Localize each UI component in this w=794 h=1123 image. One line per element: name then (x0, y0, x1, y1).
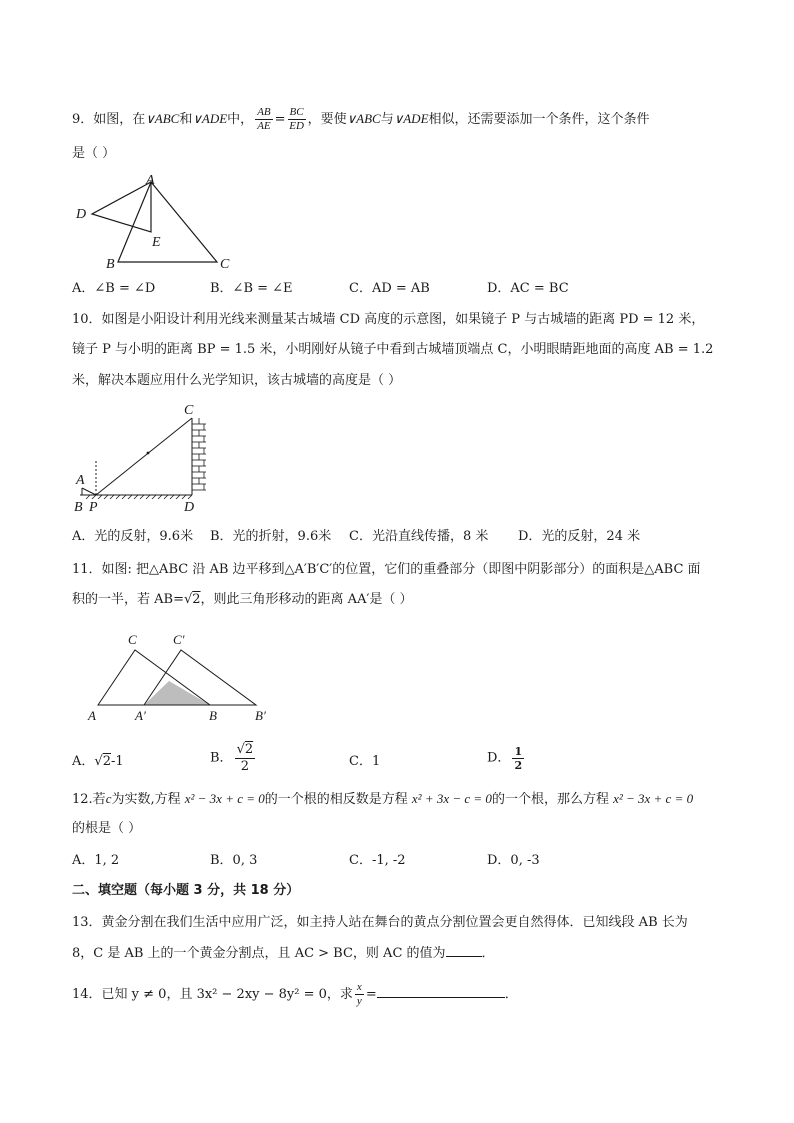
q10-line3: 米，解决本题应用什么光学知识，该古城墙的高度是（ ） (72, 373, 402, 388)
q12-text-d: 的一个根，那么方程 (491, 792, 614, 807)
q10-label-d: D (184, 500, 195, 515)
q9-text-mid: 中， (227, 112, 254, 127)
q14-answer-blank[interactable] (377, 985, 505, 998)
q9-fraction-bc-ed (288, 106, 306, 133)
q11-shaded-overlap (144, 681, 210, 705)
q11-label-a: A (88, 708, 96, 723)
q10-label-c: C (184, 403, 194, 418)
q9-triangle-ade-2: ∨ADE (393, 111, 429, 126)
q10-wall-bricks (192, 418, 206, 490)
q9-frac2-denominator: ED (289, 120, 304, 132)
q11-option-c: C．1 (349, 754, 381, 769)
q14-equals: = (365, 987, 377, 1002)
q10-ground-hatching (86, 495, 192, 499)
q9-label-e: E (152, 235, 161, 250)
q10-light-ray-to-c (96, 418, 192, 495)
q9-label-d: D (76, 207, 87, 222)
q11-label-b: B (209, 708, 217, 723)
q9-triangle-ade: ∨ADE (192, 111, 228, 126)
q14-frac-numerator: x (356, 981, 362, 993)
q12-text-b: 为实数,方程 (111, 792, 185, 807)
q9-triangle-ade-shape (92, 182, 151, 232)
q9-text-and: 和 (179, 112, 193, 127)
q13-line2 (72, 944, 495, 964)
q9-line2: 是（ ） (72, 146, 116, 161)
q12-option-c: C．-1, -2 (349, 853, 406, 868)
q10-option-a: A．光的反射，9.6米 (72, 529, 194, 544)
q11-option-b-fraction (235, 742, 256, 775)
q9-frac1-numerator: AB (257, 106, 271, 118)
q11-label-b-prime: B′ (255, 708, 266, 723)
q10-line2: 镜子 P 与小明的距离 BP = 1.5 米，小明刚好从镜子中看到古城墙顶端点 C，小明眼睛距地面的高度 AB = 1.2 (72, 342, 714, 357)
q9-text-prefix: 9．如图，在 (72, 112, 146, 127)
q9-frac1-denominator: AE (257, 120, 271, 132)
q10-light-ray-to-a (82, 488, 96, 495)
q12-text-c: 的一个根的相反数是方程 (264, 792, 412, 807)
q9-text2: ，要使 (307, 112, 347, 127)
q9-fraction-ab-ae (255, 106, 272, 133)
q11-option-d-numerator: 1 (514, 745, 523, 758)
q11-sqrt-radicand: 2 (192, 592, 201, 607)
q12-option-b: B．0, 3 (210, 853, 258, 868)
q11-sqrt: √2 (183, 592, 201, 607)
q11-option-b (210, 742, 257, 775)
q11-option-d-denominator: 2 (514, 759, 523, 772)
q11-option-a-sqrt: √2 (94, 754, 111, 769)
q11-option-a-radicand: 2 (102, 754, 111, 769)
q12-option-d: D．0, -3 (487, 853, 540, 868)
q11-option-d (487, 745, 526, 772)
q11-line1: 11．如图: 把△ABC 沿 AB 边平移到△A′B′C′的位置，它们的重叠部分（即图中阴影部分）的面积是△ABC 面 (72, 562, 701, 577)
q9-option-a: A．∠B = ∠D (72, 281, 156, 296)
q9-figure (70, 170, 240, 270)
q9-triangle-abc-2: ∨ABC (346, 111, 381, 126)
q9-option-b: B．∠B = ∠E (210, 281, 293, 296)
q14-text-pre: 14．已知 y ≠ 0，且 3x² − 2xy − 8y² = 0，求 (72, 987, 353, 1002)
q11-option-b-radicand: 2 (244, 742, 254, 757)
q13-answer-blank[interactable] (446, 944, 482, 957)
section-title-fill-in: 二、填空题（每小题 3 分，共 18 分） (72, 883, 300, 898)
q12-equation-2: x² + 3x − c = 0 (411, 791, 492, 806)
q11-option-b-prefix: B． (210, 750, 233, 766)
q9-equals: = (274, 112, 286, 127)
q12-line1 (72, 789, 693, 810)
q10-option-b: B．光的折射，9.6米 (210, 529, 332, 544)
q12-equation-3: x² − 3x + c = 0 (613, 791, 694, 806)
q13-line2-post: ． (481, 946, 495, 961)
q11-label-c-prime: C′ (173, 632, 185, 647)
q9-label-b: B (106, 257, 115, 270)
q14-line (72, 981, 518, 1008)
q9-frac2-numerator: BC (289, 106, 304, 118)
q12-option-a: A．1, 2 (72, 853, 120, 868)
q9-line1 (72, 106, 650, 133)
q11-option-b-denominator: 2 (240, 759, 249, 774)
q9-text-with: 与 (380, 112, 394, 127)
q9-option-c: C．AD = AB (349, 281, 430, 296)
q10-figure (70, 400, 220, 515)
q12-text-a: 12.若 (72, 792, 106, 807)
q11-option-d-fraction (512, 745, 524, 772)
q11-option-a (72, 752, 124, 772)
q11-option-a-prefix: A． (72, 754, 95, 769)
q11-option-a-suffix: -1 (110, 754, 124, 769)
q10-ray-midpoint (147, 452, 150, 455)
q12-var-c: c (105, 791, 112, 806)
q11-line2 (72, 590, 413, 610)
q13-line2-pre: 8，C 是 AB 上的一个黄金分割点，且 AC > BC，则 AC 的值为 (72, 946, 446, 961)
q14-frac-denominator: y (356, 995, 362, 1007)
q11-line2-post: ，则此三角形移动的距离 AA′是（ ） (200, 592, 413, 607)
q14-text-post: ． (504, 987, 518, 1002)
q11-option-d-prefix: D． (487, 750, 511, 766)
q9-triangle-abc: ∨ABC (145, 111, 180, 126)
q14-fraction-x-y (355, 981, 364, 1008)
q10-option-c: C．光沿直线传播，8 米 (349, 529, 489, 544)
q11-figure (80, 628, 280, 728)
q10-option-d: D．光的反射，24 米 (518, 529, 641, 544)
q11-option-b-numerator: √2 (236, 742, 254, 757)
q9-label-c: C (220, 257, 230, 270)
q10-label-a: A (76, 473, 85, 488)
q9-label-a: A (146, 173, 155, 188)
q9-triangle-abc-shape (118, 182, 217, 262)
q12-equation-1: x² − 3x + c = 0 (184, 791, 265, 806)
q10-label-b: B (74, 500, 83, 515)
q12-line2: 的根是（ ） (72, 821, 142, 836)
q9-option-d: D．AC = BC (487, 281, 569, 296)
q11-line2-pre: 积的一半，若 AB= (72, 592, 184, 607)
q9-text3: 相似，还需要添加一个条件，这个条件 (428, 112, 650, 127)
q11-label-c: C (128, 632, 137, 647)
q11-label-a-prime: A′ (135, 708, 146, 723)
q13-line1: 13．黄金分割在我们生活中应用广泛，如主持人站在舞台的黄点分割位置会更自然得体．已知线段 AB 长为 (72, 915, 688, 930)
q10-line1: 10．如图是小阳设计利用光线来测量某古城墙 CD 高度的示意图，如果镜子 P 与古城墙的距离 PD = 12 米， (72, 312, 705, 327)
q10-label-p: P (89, 500, 98, 515)
